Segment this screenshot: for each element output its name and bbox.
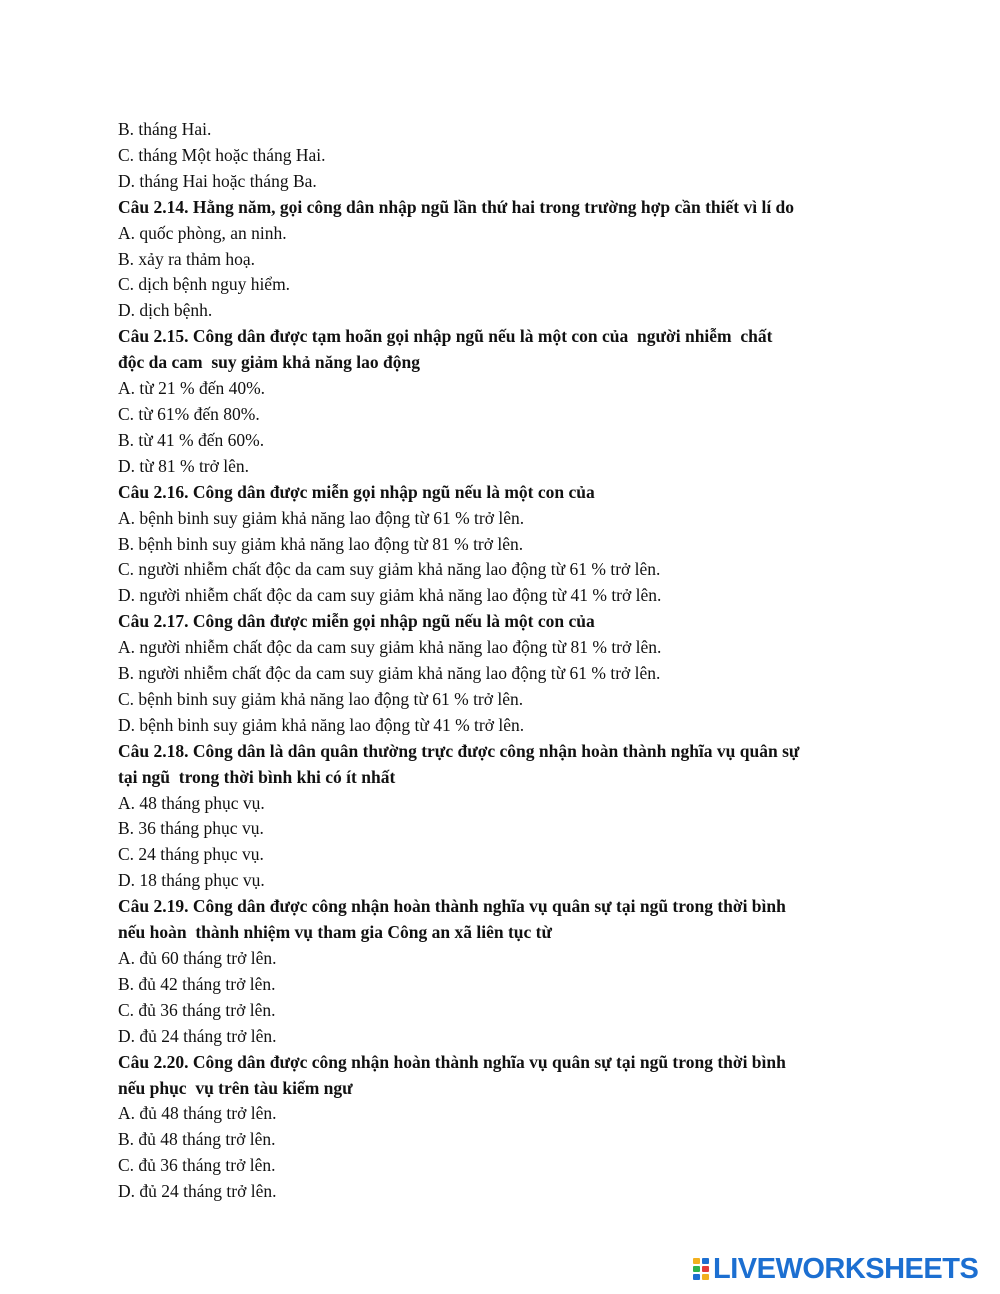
answer-option: D. từ 81 % trở lên. [118,455,250,476]
answer-option: A. từ 21 % đến 40%. [118,378,266,399]
question-text: Câu 2.18. Công dân là dân quân thường trực được công nhận hoàn thành nghĩa vụ quân sự [118,740,800,761]
question-text: Câu 2.20. Công dân được công nhận hoàn thành nghĩa vụ quân sự tại ngũ trong thời bình [118,1051,786,1072]
question-text: Câu 2.16. Công dân được miễn gọi nhập ngũ nếu là một con của [118,481,595,502]
question-text: Câu 2.17. Công dân được miễn gọi nhập ngũ nếu là một con của [118,611,595,632]
answer-option: C. từ 61% đến 80%. [118,403,260,424]
answer-option: B. từ 41 % đến 60%. [118,429,265,450]
answer-option: C. dịch bệnh nguy hiểm. [118,274,291,295]
answer-option: A. quốc phòng, an ninh. [118,222,287,243]
question-text: nếu phục vụ trên tàu kiểm ngư [118,1077,353,1098]
answer-option: C. 24 tháng phục vụ. [118,844,264,865]
answer-option: C. người nhiễm chất độc da cam suy giảm khả năng lao động từ 61 % trở lên. [118,559,661,580]
answer-option: C. bệnh binh suy giảm khả năng lao động từ 61 % trở lên. [118,688,524,709]
answer-option: D. bệnh binh suy giảm khả năng lao động từ 41 % trở lên. [118,714,525,735]
answer-option: D. tháng Hai hoặc tháng Ba. [118,170,317,191]
answer-option: A. 48 tháng phục vụ. [118,792,265,813]
answer-option: D. đủ 24 tháng trở lên. [118,1025,277,1046]
worksheet-page [118,117,918,1205]
answer-option: A. đủ 60 tháng trở lên. [118,948,277,968]
answer-option: C. đủ 36 tháng trở lên. [118,1155,276,1176]
question-text: Câu 2.14. Hằng năm, gọi công dân nhập ngũ lần thứ hai trong trường hợp cần thiết vì lí do [118,196,795,217]
answer-option: C. tháng Một hoặc tháng Hai. [118,144,326,165]
question-text: tại ngũ trong thời bình khi có ít nhất [118,766,396,787]
answer-option: D. đủ 24 tháng trở lên. [118,1181,277,1202]
question-text: nếu hoàn thành nhiệm vụ tham gia Công an xã liên tục từ [118,922,552,943]
answer-option: A. người nhiễm chất độc da cam suy giảm khả năng lao động từ 81 % trở lên. [118,637,662,658]
answer-option: B. xảy ra thảm hoạ. [118,248,256,269]
question-text: độc da cam suy giảm khả năng lao động [118,352,420,373]
question-text: Câu 2.15. Công dân được tạm hoãn gọi nhập ngũ nếu là một con của người nhiễm chất [118,326,773,347]
answer-option: D. 18 tháng phục vụ. [118,870,265,891]
question-text: Câu 2.19. Công dân được công nhận hoàn thành nghĩa vụ quân sự tại ngũ trong thời bình [118,896,786,917]
answer-option: B. đủ 48 tháng trở lên. [118,1129,276,1150]
answer-option: A. bệnh binh suy giảm khả năng lao động từ 61 % trở lên. [118,507,525,528]
answer-option: B. bệnh binh suy giảm khả năng lao động từ 81 % trở lên. [118,533,524,554]
answer-option: B. người nhiễm chất độc da cam suy giảm khả năng lao động từ 61 % trở lên. [118,663,661,684]
answer-option: B. tháng Hai. [118,119,212,139]
liveworksheets-logo-text: LIVEWORKSHEETS [713,1252,979,1285]
answer-option: B. 36 tháng phục vụ. [118,818,264,839]
liveworksheets-logo [692,1254,978,1284]
answer-option: B. đủ 42 tháng trở lên. [118,973,276,994]
answer-option: D. dịch bệnh. [118,300,213,321]
answer-option: C. đủ 36 tháng trở lên. [118,999,276,1020]
answer-option: A. đủ 48 tháng trở lên. [118,1103,277,1124]
liveworksheets-logo-icon [692,1257,710,1281]
answer-option: D. người nhiễm chất độc da cam suy giảm khả năng lao động từ 41 % trở lên. [118,585,662,606]
